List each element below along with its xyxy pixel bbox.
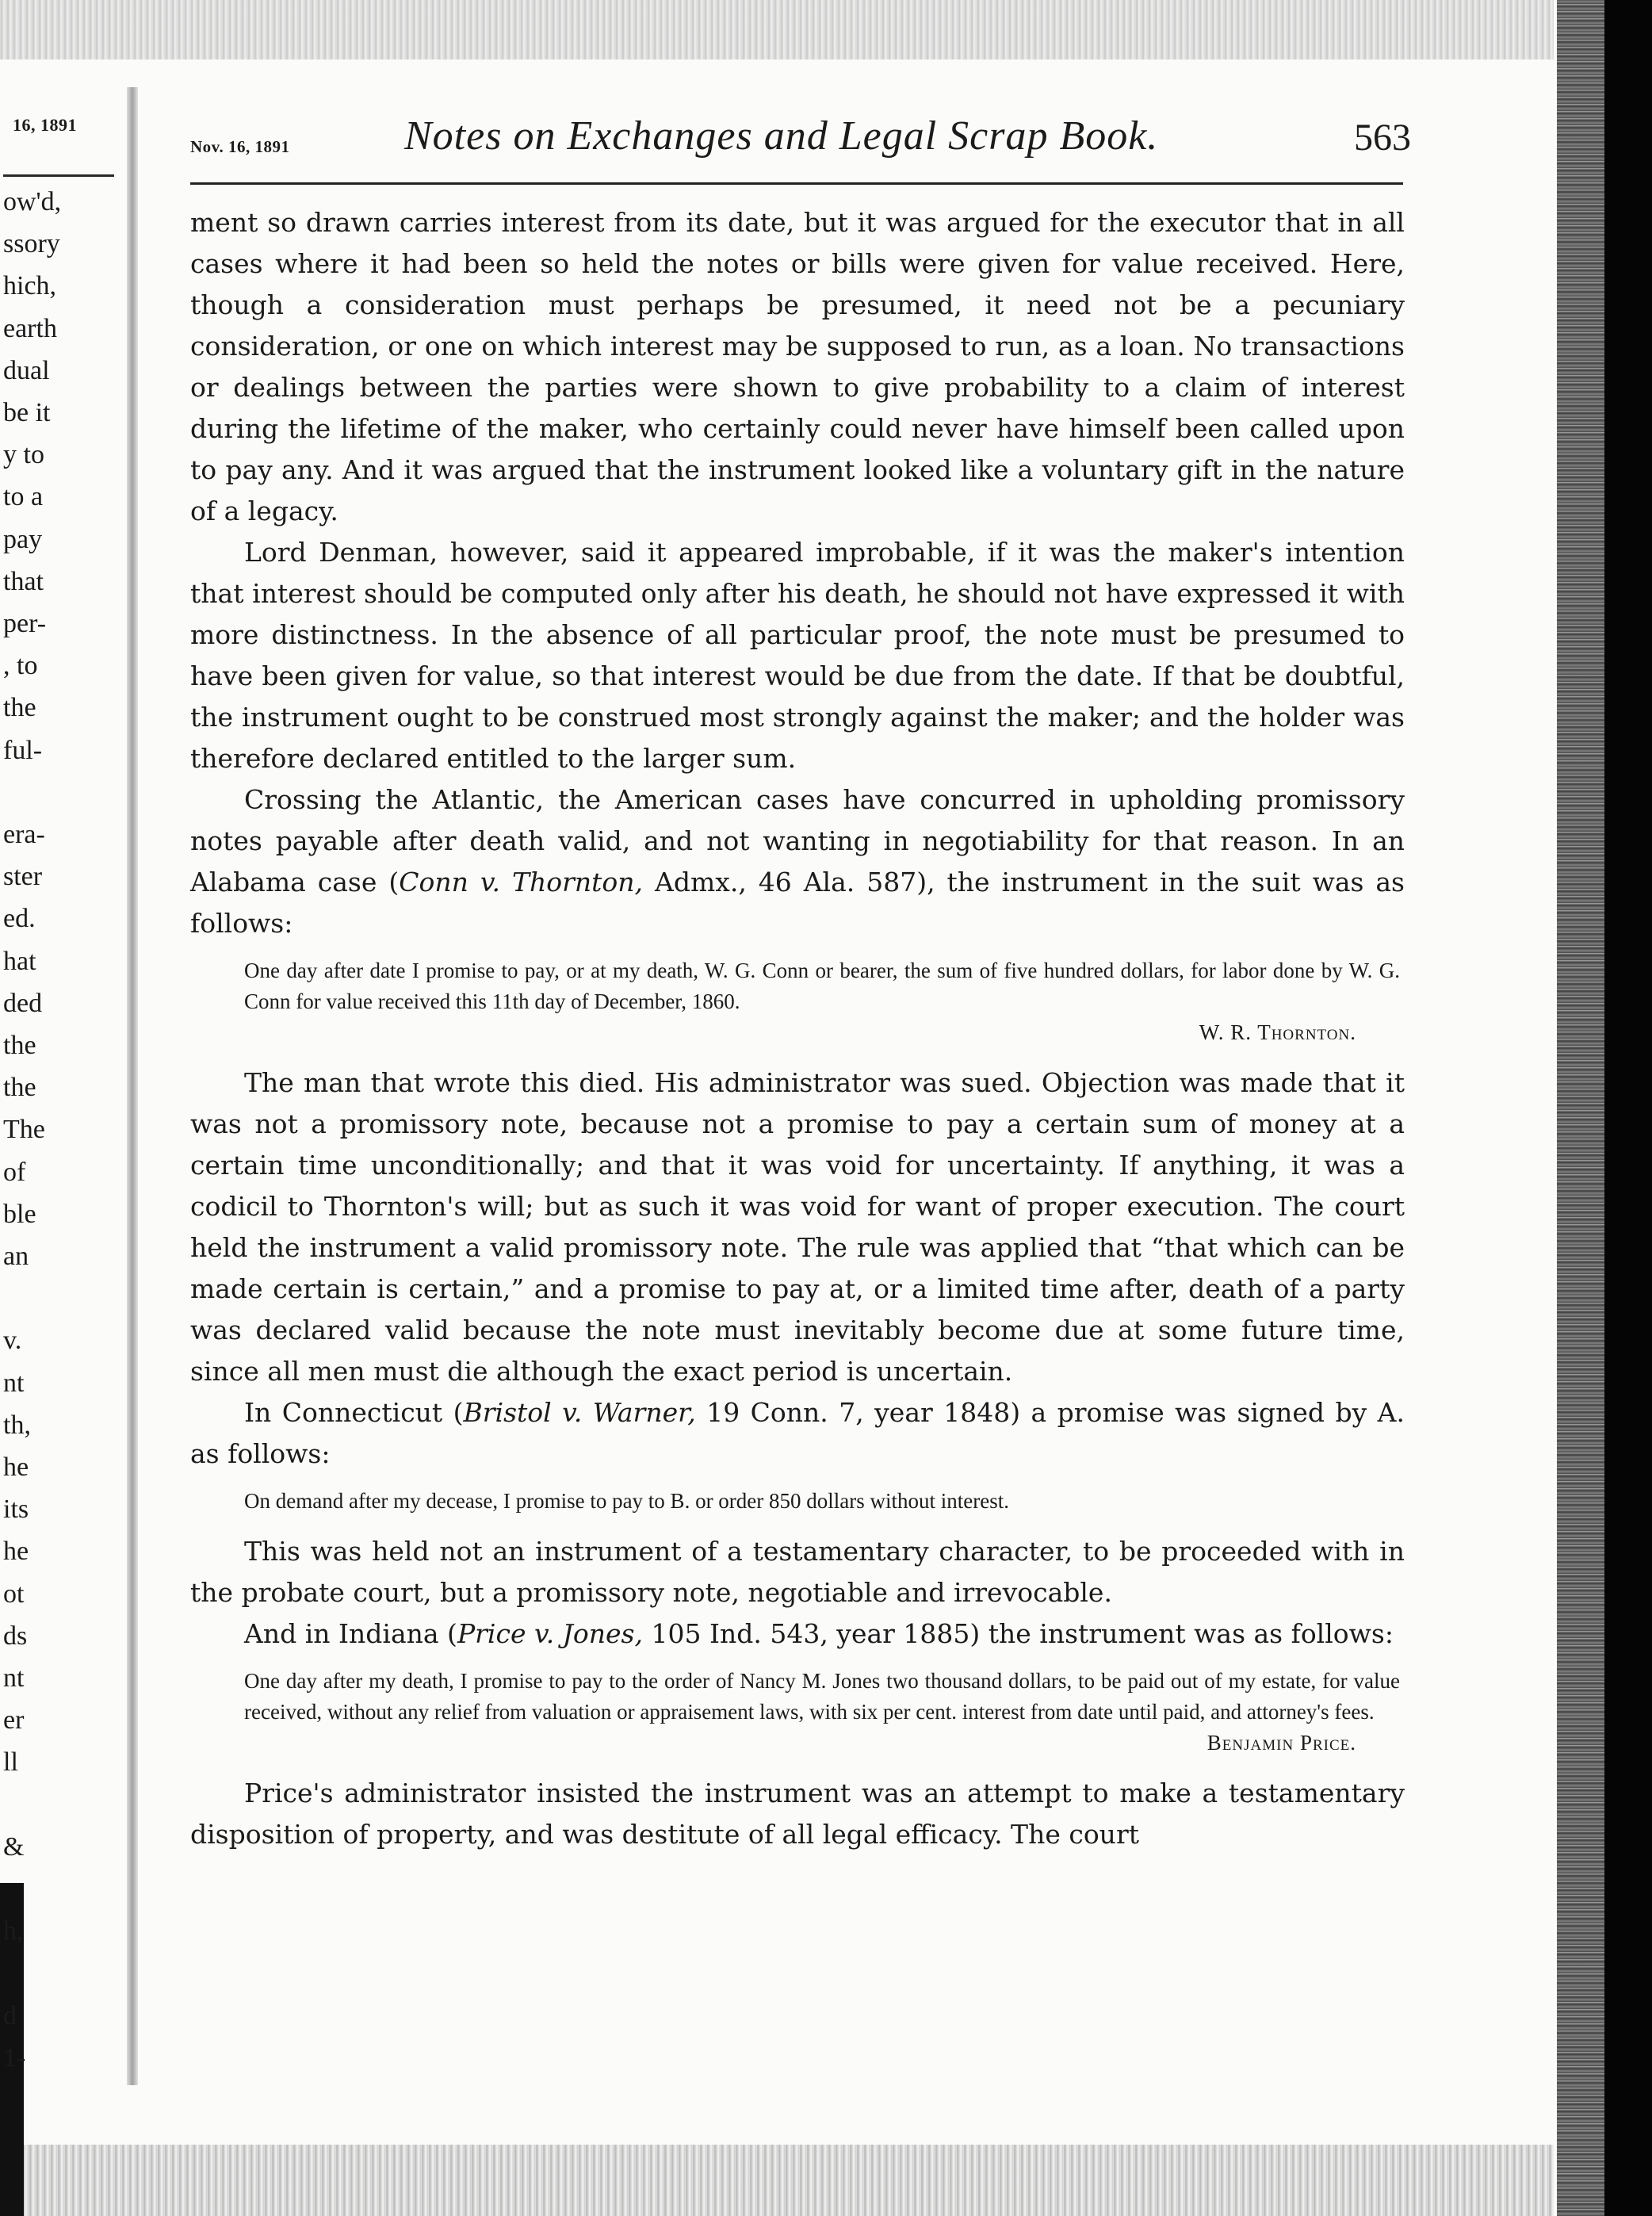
facing-page-fragment	[3, 107, 114, 2168]
facing-page-fragment-line: its	[3, 1495, 29, 1525]
facing-page-fragment-line: &	[3, 1831, 25, 1862]
scan-right-shadow	[1557, 0, 1604, 2216]
book-binding-gutter	[127, 87, 138, 2085]
facing-page-fragment-line: the	[3, 1073, 36, 1103]
facing-page-fragment-line: per-	[3, 609, 47, 638]
facing-page-fragment-line: pay	[3, 524, 43, 554]
facing-page-fragment-line: d	[3, 2000, 17, 2030]
facing-page-fragment-line: ble	[3, 1199, 36, 1229]
article-body	[190, 202, 1405, 2121]
facing-page-fragment-line: ed.	[3, 904, 36, 934]
quoted-note-1-text: One day after date I promise to pay, or at my death, W. G. Conn or bearer, the sum of five hundred dollars, for labor done by W. G. Conn for value received this 11th day of December, 1860.	[244, 959, 1400, 1013]
facing-page-fragment-line: hich,	[3, 271, 57, 301]
facing-page-fragment-line: ster	[3, 862, 43, 892]
quoted-note-1	[190, 955, 1405, 1048]
facing-page-fragment-line: ds	[3, 1621, 28, 1651]
facing-page-fragment-line: h,	[3, 1916, 24, 1946]
facing-page-fragment-line: era-	[3, 820, 45, 849]
facing-page-fragment-line: the	[3, 1031, 36, 1060]
scan-right-edge	[1604, 0, 1652, 2216]
paragraph-3	[190, 779, 1405, 944]
facing-page-fragment-line: ot	[3, 1579, 25, 1609]
paragraph-5-text-a: In Connecticut (	[244, 1397, 464, 1428]
paragraph-7-text-a: And in Indiana (	[244, 1618, 457, 1649]
facing-page-fragment-line: y to	[3, 440, 44, 470]
quoted-note-3-signature: Benjamin Price.	[1206, 1731, 1356, 1755]
facing-page-fragment-line: nt	[3, 1368, 25, 1398]
facing-page-rule	[3, 174, 114, 177]
paragraph-3-text-a: Crossing the Atlantic, the American cases have concurred in upholding promissory notes payable after death valid, and not wanting in negotiability for that reason. In an Alabama case (	[190, 784, 1405, 897]
facing-page-fragment-line: ow'd,	[3, 187, 62, 216]
facing-page-fragment-line: 1-	[3, 2042, 26, 2072]
quoted-note-3	[190, 1666, 1405, 1759]
facing-page-fragment-line: to a	[3, 482, 44, 512]
scan-bottom-edge	[0, 2145, 1554, 2216]
quoted-note-2-text: On demand after my decease, I promise to pay to B. or order 850 dollars without interest.	[244, 1489, 1009, 1513]
paragraph-7-text-b: 105 Ind. 543, year 1885) the instrument was as follows:	[642, 1618, 1394, 1649]
facing-page-fragment-line: be it	[3, 398, 51, 427]
facing-page-fragment-line: The	[3, 1115, 45, 1145]
facing-page-fragment-line: the	[3, 693, 36, 723]
facing-page-fragment-line: that	[3, 566, 44, 596]
facing-page-fragment-line: ssory	[3, 229, 60, 259]
journal-title: Notes on Exchanges and Legal Scrap Book.	[404, 113, 1159, 159]
paragraph-8: Price's administrator insisted the instrument was an attempt to make a testamentary disposition of property, and was destitute of all legal efficacy. The court	[190, 1778, 1405, 1850]
case-citation-price: Price v. Jones,	[457, 1618, 643, 1649]
facing-page-fragment-line: he	[3, 1452, 29, 1482]
facing-page-fragment-line: of	[3, 1157, 26, 1187]
facing-page-fragment-line: he	[3, 1537, 29, 1567]
facing-page-fragment-line: , to	[3, 651, 38, 681]
paragraph-2: Lord Denman, however, said it appeared improbable, if it was the maker's intention that interest should be computed only after his death, he should not have expressed it with more distinctness. In the absence of all particular proof, the note must be presumed to have been given for value, so that interest would be due from the date. If that be doubtful, the instrument ought to be construed most strongly against the maker; and the holder was therefore declared entitled to the larger sum.	[190, 537, 1405, 774]
paragraph-4: The man that wrote this died. His administrator was sued. Objection was made that it was not a promissory note, because not a promise to pay a certain sum of money at a certain time unconditionally; and that it was void for uncertainty. If anything, it was a codicil to Thornton's will; but as such it was void for want of proper execution. The court held the instrument a valid promissory note. The rule was applied that “that which can be made certain is certain,” and a promise to pay at, or a limited time after, death of a party was declared valid because the note must inevitably become due at some future time, since all men must die although the exact period is uncertain.	[190, 1067, 1405, 1387]
header-date: Nov. 16, 1891	[190, 137, 290, 156]
quoted-note-3-text: One day after my death, I promise to pay to the order of Nancy M. Jones two thousand dollars, to be paid out of my estate, for value received, without any relief from valuation or appraisement laws, with six per cent. interest from date until paid, and attorney's fees.	[244, 1669, 1400, 1724]
quoted-note-2	[190, 1486, 1405, 1517]
case-citation-bristol: Bristol v. Warner,	[463, 1397, 696, 1428]
facing-page-fragment-line: er	[3, 1705, 25, 1736]
facing-page-fragment-line: ful-	[3, 735, 43, 765]
facing-page-fragment-line: an	[3, 1242, 29, 1271]
paragraph-5-text-b: 19 Conn. 7, year 1848) a promise was signed by A. as follows:	[190, 1397, 1405, 1469]
header-rule	[190, 182, 1403, 185]
quoted-note-1-signature: W. R. Thornton.	[1199, 1020, 1356, 1044]
case-citation-conn: Conn v. Thornton,	[399, 867, 644, 897]
facing-page-date: 16, 1891	[13, 115, 77, 135]
paragraph-5	[190, 1392, 1405, 1475]
facing-page-fragment-line: nt	[3, 1663, 25, 1693]
facing-page-fragment-line: th,	[3, 1410, 31, 1440]
facing-page-fragment-line: hat	[3, 946, 36, 976]
facing-page-fragment-line: v.	[3, 1326, 22, 1356]
running-head	[190, 111, 1419, 174]
scan-top-edge	[0, 0, 1554, 59]
paragraph-3-text-b: Admx., 46 Ala. 587), the instrument in the suit was as follows:	[190, 867, 1405, 939]
paragraph-6: This was held not an instrument of a testamentary character, to be proceeded with in the probate court, but a promissory note, negotiable and irrevocable.	[190, 1536, 1405, 1608]
paragraph-7	[190, 1613, 1405, 1655]
facing-page-fragment-line: ded	[3, 988, 43, 1018]
page-number: 563	[1354, 117, 1411, 159]
facing-page-fragment-line: earth	[3, 313, 57, 343]
paragraph-1: ment so drawn carries interest from its date, but it was argued for the executor that in all cases where it had been so held the notes or bills were given for value received. Here, though a consideration must perhaps be presumed, it need not be a pecuniary consideration, or one on which interest may be supposed to run, as a loan. No transactions or dealings between the parties were shown to give probability to a claim of interest during the lifetime of the maker, who certainly could never have himself been called upon to pay any. And it was argued that the instrument looked like a voluntary gift in the nature of a legacy.	[190, 207, 1405, 526]
facing-page-fragment-line: ll	[3, 1747, 18, 1778]
facing-page-fragment-line: dual	[3, 355, 50, 385]
